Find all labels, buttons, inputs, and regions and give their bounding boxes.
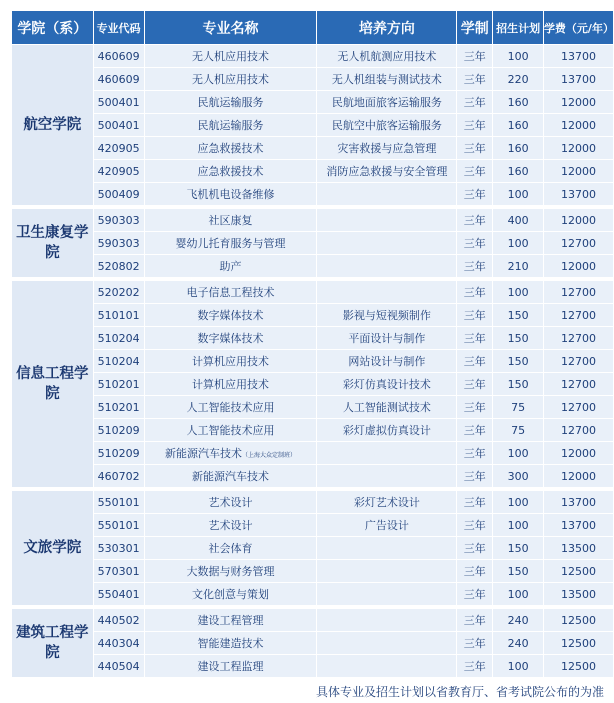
cell-code: 500401 xyxy=(93,114,144,137)
cell-direction: 消防应急救援与安全管理 xyxy=(317,160,457,183)
cell-code: 510201 xyxy=(93,373,144,396)
cell-fee: 12700 xyxy=(543,327,613,350)
table-row xyxy=(12,396,614,419)
cell-duration: 三年 xyxy=(457,489,493,514)
cell-plan: 150 xyxy=(493,327,544,350)
cell-major: 婴幼儿托育服务与管理 xyxy=(144,232,317,255)
cell-duration: 三年 xyxy=(457,396,493,419)
cell-major: 数字媒体技术 xyxy=(144,304,317,327)
table-row xyxy=(12,183,614,208)
cell-plan: 150 xyxy=(493,373,544,396)
major-note: （上海大众定制班） xyxy=(241,452,296,459)
cell-direction xyxy=(317,583,457,608)
cell-duration: 三年 xyxy=(457,207,493,232)
cell-fee: 12700 xyxy=(543,350,613,373)
cell-duration: 三年 xyxy=(457,114,493,137)
table-row xyxy=(12,442,614,465)
cell-duration: 三年 xyxy=(457,304,493,327)
cell-major: 无人机应用技术 xyxy=(144,68,317,91)
cell-plan: 160 xyxy=(493,91,544,114)
cell-major: 社区康复 xyxy=(144,207,317,232)
cell-major: 计算机应用技术 xyxy=(144,350,317,373)
cell-direction: 灾害救援与应急管理 xyxy=(317,137,457,160)
cell-major: 人工智能技术应用 xyxy=(144,419,317,442)
college-group xyxy=(12,45,614,208)
cell-duration: 三年 xyxy=(457,632,493,655)
cell-duration: 三年 xyxy=(457,45,493,68)
cell-major: 智能建造技术 xyxy=(144,632,317,655)
cell-direction xyxy=(317,632,457,655)
table-row xyxy=(12,350,614,373)
cell-major: 社会体育 xyxy=(144,537,317,560)
cell-duration: 三年 xyxy=(457,537,493,560)
cell-code: 570301 xyxy=(93,560,144,583)
cell-fee: 12000 xyxy=(543,255,613,280)
cell-direction xyxy=(317,537,457,560)
table-row xyxy=(12,45,614,68)
cell-plan: 100 xyxy=(493,279,544,304)
cell-code: 550101 xyxy=(93,514,144,537)
header-duration: 学制 xyxy=(457,11,493,45)
cell-duration: 三年 xyxy=(457,465,493,490)
college-name: 航空学院 xyxy=(12,45,94,208)
cell-duration: 三年 xyxy=(457,232,493,255)
cell-fee: 13700 xyxy=(543,514,613,537)
cell-code: 590303 xyxy=(93,207,144,232)
cell-code: 440504 xyxy=(93,655,144,680)
cell-duration: 三年 xyxy=(457,183,493,208)
cell-code: 460702 xyxy=(93,465,144,490)
cell-major xyxy=(144,442,317,465)
cell-fee: 12000 xyxy=(543,160,613,183)
cell-fee: 13700 xyxy=(543,489,613,514)
cell-code: 500401 xyxy=(93,91,144,114)
cell-duration: 三年 xyxy=(457,583,493,608)
table-row xyxy=(12,255,614,280)
cell-direction: 平面设计与制作 xyxy=(317,327,457,350)
cell-direction xyxy=(317,655,457,680)
cell-code: 460609 xyxy=(93,45,144,68)
college-name: 建筑工程学院 xyxy=(12,607,94,679)
cell-code: 550101 xyxy=(93,489,144,514)
cell-duration: 三年 xyxy=(457,560,493,583)
cell-direction: 彩灯虚拟仿真设计 xyxy=(317,419,457,442)
cell-fee: 12700 xyxy=(543,279,613,304)
table-row xyxy=(12,560,614,583)
cell-major: 助产 xyxy=(144,255,317,280)
cell-plan: 100 xyxy=(493,442,544,465)
table-row xyxy=(12,91,614,114)
cell-major: 民航运输服务 xyxy=(144,91,317,114)
cell-code: 460609 xyxy=(93,68,144,91)
cell-direction: 彩灯艺术设计 xyxy=(317,489,457,514)
header-fee: 学费（元/年） xyxy=(543,11,613,45)
cell-code: 510209 xyxy=(93,442,144,465)
college-name: 文旅学院 xyxy=(12,489,94,607)
enrollment-table xyxy=(11,10,614,681)
college-group xyxy=(12,207,614,279)
cell-major: 飞机机电设备维修 xyxy=(144,183,317,208)
cell-direction xyxy=(317,560,457,583)
cell-fee: 12500 xyxy=(543,607,613,632)
cell-fee: 12700 xyxy=(543,232,613,255)
table-row xyxy=(12,137,614,160)
cell-duration: 三年 xyxy=(457,373,493,396)
cell-direction xyxy=(317,255,457,280)
table-header xyxy=(12,11,614,45)
table-row xyxy=(12,327,614,350)
cell-fee: 12000 xyxy=(543,207,613,232)
table-row xyxy=(12,583,614,608)
cell-plan: 100 xyxy=(493,183,544,208)
cell-code: 420905 xyxy=(93,137,144,160)
cell-duration: 三年 xyxy=(457,137,493,160)
cell-plan: 240 xyxy=(493,632,544,655)
cell-fee: 12500 xyxy=(543,560,613,583)
cell-direction xyxy=(317,183,457,208)
cell-plan: 75 xyxy=(493,396,544,419)
table-row xyxy=(12,465,614,490)
cell-major: 新能源汽车技术 xyxy=(144,465,317,490)
cell-major: 艺术设计 xyxy=(144,514,317,537)
cell-plan: 220 xyxy=(493,68,544,91)
table-row xyxy=(12,114,614,137)
table-row xyxy=(12,607,614,632)
cell-code: 510209 xyxy=(93,419,144,442)
cell-duration: 三年 xyxy=(457,607,493,632)
cell-fee: 12500 xyxy=(543,655,613,680)
cell-direction xyxy=(317,207,457,232)
cell-fee: 12700 xyxy=(543,419,613,442)
cell-plan: 100 xyxy=(493,232,544,255)
cell-fee: 12000 xyxy=(543,114,613,137)
cell-duration: 三年 xyxy=(457,279,493,304)
table-row xyxy=(12,373,614,396)
cell-major: 电子信息工程技术 xyxy=(144,279,317,304)
cell-major: 应急救援技术 xyxy=(144,137,317,160)
cell-direction: 民航地面旅客运输服务 xyxy=(317,91,457,114)
cell-plan: 150 xyxy=(493,304,544,327)
table-row xyxy=(12,655,614,680)
cell-code: 510204 xyxy=(93,350,144,373)
cell-plan: 150 xyxy=(493,560,544,583)
cell-plan: 100 xyxy=(493,655,544,680)
cell-fee: 13700 xyxy=(543,183,613,208)
cell-fee: 12000 xyxy=(543,91,613,114)
cell-plan: 160 xyxy=(493,114,544,137)
college-group xyxy=(12,489,614,607)
table-row xyxy=(12,632,614,655)
cell-code: 510101 xyxy=(93,304,144,327)
cell-plan: 300 xyxy=(493,465,544,490)
cell-major: 艺术设计 xyxy=(144,489,317,514)
cell-plan: 150 xyxy=(493,350,544,373)
cell-code: 440304 xyxy=(93,632,144,655)
cell-major: 民航运输服务 xyxy=(144,114,317,137)
cell-plan: 160 xyxy=(493,137,544,160)
table-row xyxy=(12,489,614,514)
major-name: 新能源汽车技术 xyxy=(164,447,242,460)
cell-direction xyxy=(317,279,457,304)
cell-direction xyxy=(317,465,457,490)
header-code: 专业代码 xyxy=(93,11,144,45)
cell-major: 建设工程管理 xyxy=(144,607,317,632)
cell-fee: 13700 xyxy=(543,45,613,68)
cell-major: 人工智能技术应用 xyxy=(144,396,317,419)
cell-plan: 400 xyxy=(493,207,544,232)
table-row xyxy=(12,68,614,91)
cell-fee: 13500 xyxy=(543,537,613,560)
cell-plan: 100 xyxy=(493,45,544,68)
table-row xyxy=(12,419,614,442)
cell-direction: 人工智能测试技术 xyxy=(317,396,457,419)
college-group xyxy=(12,607,614,679)
college-group xyxy=(12,279,614,489)
cell-duration: 三年 xyxy=(457,160,493,183)
cell-code: 520202 xyxy=(93,279,144,304)
cell-duration: 三年 xyxy=(457,655,493,680)
cell-duration: 三年 xyxy=(457,350,493,373)
cell-duration: 三年 xyxy=(457,514,493,537)
cell-code: 440502 xyxy=(93,607,144,632)
cell-fee: 12000 xyxy=(543,442,613,465)
cell-fee: 12000 xyxy=(543,465,613,490)
table-row xyxy=(12,207,614,232)
cell-fee: 12700 xyxy=(543,373,613,396)
header-major: 专业名称 xyxy=(144,11,317,45)
cell-major: 应急救援技术 xyxy=(144,160,317,183)
cell-code: 420905 xyxy=(93,160,144,183)
cell-direction: 彩灯仿真设计技术 xyxy=(317,373,457,396)
table-row xyxy=(12,160,614,183)
cell-plan: 150 xyxy=(493,537,544,560)
cell-direction xyxy=(317,607,457,632)
cell-direction xyxy=(317,442,457,465)
header-plan: 招生计划 xyxy=(493,11,544,45)
cell-plan: 100 xyxy=(493,489,544,514)
cell-duration: 三年 xyxy=(457,327,493,350)
cell-direction: 广告设计 xyxy=(317,514,457,537)
cell-fee: 12700 xyxy=(543,304,613,327)
cell-code: 510204 xyxy=(93,327,144,350)
cell-major: 无人机应用技术 xyxy=(144,45,317,68)
cell-fee: 12500 xyxy=(543,632,613,655)
cell-code: 550401 xyxy=(93,583,144,608)
header-direction: 培养方向 xyxy=(317,11,457,45)
table-row xyxy=(12,279,614,304)
footnote: 具体专业及招生计划以省教育厅、省考试院公布的为准 xyxy=(315,685,604,699)
cell-plan: 100 xyxy=(493,583,544,608)
cell-direction: 无人机组装与测试技术 xyxy=(317,68,457,91)
cell-duration: 三年 xyxy=(457,419,493,442)
table-row xyxy=(12,232,614,255)
cell-major: 大数据与财务管理 xyxy=(144,560,317,583)
college-name: 卫生康复学院 xyxy=(12,207,94,279)
cell-plan: 75 xyxy=(493,419,544,442)
cell-plan: 240 xyxy=(493,607,544,632)
cell-major: 数字媒体技术 xyxy=(144,327,317,350)
cell-fee: 12000 xyxy=(543,137,613,160)
cell-direction: 影视与短视频制作 xyxy=(317,304,457,327)
cell-plan: 160 xyxy=(493,160,544,183)
table-row xyxy=(12,304,614,327)
cell-fee: 12700 xyxy=(543,396,613,419)
cell-code: 500409 xyxy=(93,183,144,208)
cell-direction: 无人机航测应用技术 xyxy=(317,45,457,68)
cell-code: 520802 xyxy=(93,255,144,280)
cell-direction xyxy=(317,232,457,255)
cell-plan: 210 xyxy=(493,255,544,280)
cell-duration: 三年 xyxy=(457,442,493,465)
cell-code: 530301 xyxy=(93,537,144,560)
cell-duration: 三年 xyxy=(457,68,493,91)
cell-code: 510201 xyxy=(93,396,144,419)
cell-major: 文化创意与策划 xyxy=(144,583,317,608)
cell-code: 590303 xyxy=(93,232,144,255)
cell-plan: 100 xyxy=(493,514,544,537)
college-name: 信息工程学院 xyxy=(12,279,94,489)
table-row xyxy=(12,514,614,537)
table-row xyxy=(12,537,614,560)
cell-fee: 13700 xyxy=(543,68,613,91)
cell-major: 建设工程监理 xyxy=(144,655,317,680)
cell-direction: 网站设计与制作 xyxy=(317,350,457,373)
cell-duration: 三年 xyxy=(457,91,493,114)
cell-direction: 民航空中旅客运输服务 xyxy=(317,114,457,137)
cell-major: 计算机应用技术 xyxy=(144,373,317,396)
cell-duration: 三年 xyxy=(457,255,493,280)
cell-fee: 13500 xyxy=(543,583,613,608)
header-college: 学院（系） xyxy=(12,11,94,45)
